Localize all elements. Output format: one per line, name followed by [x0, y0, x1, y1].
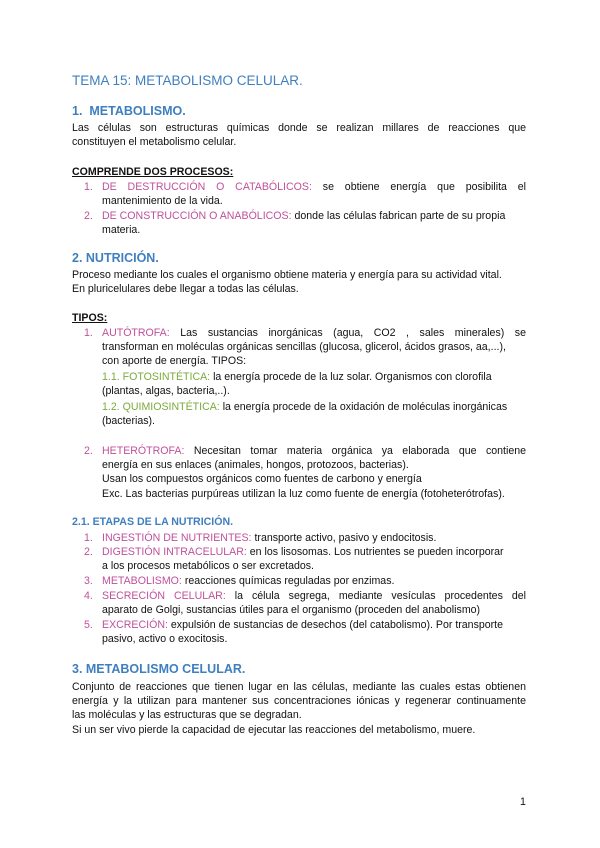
stage-4-label: SECRECIÓN CELULAR:: [102, 590, 226, 602]
section-1-number: 1.: [72, 104, 83, 118]
page-title: TEMA 15: METABOLISMO CELULAR.: [72, 73, 303, 88]
section-3-line2: energía y la utilizan para mantener sus concentraciones iónicas y regenerar continuamente: [72, 695, 526, 707]
section-1-title: METABOLISMO.: [89, 104, 186, 118]
subtype-1-2-text: la energía procede de la oxidación de moléculas inorgánicas: [222, 401, 508, 413]
section-2-intro-line1: Proceso mediante los cuales el organismo obtiene materia y energía para su actividad vital.: [72, 269, 502, 281]
stage-2-text: en los lisosomas. Los nutrientes se pueden incorporar: [249, 546, 504, 558]
section-1-intro-line2: constituyen el metabolismo celular.: [72, 136, 237, 148]
type-1-line2: transforman en moléculas orgánicas sencillas (glucosa, glicerol, ácidos grasos, aa,...),: [102, 341, 506, 353]
stage-2-line1: [102, 545, 504, 560]
type-2-number: 2.: [84, 445, 93, 457]
subtype-1-1-label: 1.1. FOTOSINTÉTICA:: [102, 371, 211, 383]
type-2-label: HETERÓTROFA:: [102, 445, 185, 457]
stage-1-line: [102, 531, 436, 546]
subtype-1-1-text: la energía procede de la luz solar. Organismos con clorofila: [213, 371, 492, 383]
process-2-line2: materia.: [102, 224, 141, 236]
types-heading: TIPOS:: [72, 312, 108, 324]
subtype-1-1-line2: (plantas, algas, bacteria,..).: [102, 385, 230, 397]
process-2-label: DE CONSTRUCCIÓN O ANABÓLICOS:: [102, 210, 292, 222]
section-3-line3: las moléculas y las estructuras que se degradan.: [72, 709, 302, 721]
process-1-text: se obtiene energía que posibilita el: [322, 181, 527, 193]
type-2-line2: energía en sus enlaces (animales, hongos, protozoos, bacterias).: [102, 459, 409, 471]
stage-3-label: METABOLISMO:: [102, 575, 182, 587]
process-2-line1: [102, 209, 505, 224]
stage-5-line2: pasivo, activo o exocitosis.: [102, 633, 228, 645]
subtype-1-2-line1: [102, 400, 507, 415]
section-2-1-heading: 2.1. ETAPAS DE LA NUTRICIÓN.: [72, 516, 234, 528]
stage-3-number: 3.: [84, 575, 93, 587]
type-2-line3: Usan los compuestos orgánicos como fuentes de carbono y energía: [102, 473, 422, 485]
stage-5-text: expulsión de sustancias de desechos (del catabolismo). Por transporte: [170, 619, 504, 631]
process-1-label: DE DESTRUCCIÓN O CATABÓLICOS:: [102, 181, 312, 193]
type-2-line1: [102, 444, 526, 459]
stage-4-line2: aparato de Golgi, sustancias útiles para el organismo (proceden del anabolismo): [102, 604, 481, 616]
stage-3-line: [102, 574, 394, 589]
stage-5-line1: [102, 618, 503, 633]
process-1-line2: mantenimiento de la vida.: [102, 195, 223, 207]
section-1-heading: [72, 104, 186, 118]
type-1-label: AUTÓTROFA:: [102, 327, 170, 339]
type-1-number: 1.: [84, 327, 93, 339]
stage-4-text: la célula segrega, mediante vesículas procedentes del: [234, 590, 526, 602]
stage-2-number: 2.: [84, 546, 93, 558]
stage-5-label: EXCRECIÓN:: [102, 619, 168, 631]
type-1-text: Las sustancias inorgánicas (agua, CO2 , sales minerales) se: [180, 327, 526, 339]
stage-2-label: DIGESTIÓN INTRACELULAR:: [102, 546, 247, 558]
stage-1-text: transporte activo, pasivo y endocitosis.: [254, 532, 437, 544]
processes-heading: COMPRENDE DOS PROCESOS:: [72, 166, 234, 178]
stage-4-number: 4.: [84, 590, 93, 602]
stage-2-line2: a los procesos metabólicos o ser excretados.: [102, 560, 314, 572]
stage-3-text: reacciones químicas reguladas por enzimas.: [184, 575, 395, 587]
type-1-line1: [102, 326, 526, 341]
type-1-line3: con aporte de energía. TIPOS:: [102, 355, 247, 367]
stage-1-label: INGESTIÓN DE NUTRIENTES:: [102, 532, 252, 544]
page-number: 1: [520, 796, 526, 808]
process-1-line1: [102, 180, 526, 195]
subtype-1-2-label: 1.2. QUIMIOSINTÉTICA:: [102, 401, 220, 413]
section-2-heading: 2. NUTRICIÓN.: [72, 251, 159, 265]
section-3-line1: Conjunto de reacciones que tienen lugar en las células, mediante las cuales estas obtienen: [72, 681, 526, 693]
section-1-intro-line1: Las células son estructuras químicas donde se realizan millares de reacciones que: [72, 122, 526, 134]
stage-1-number: 1.: [84, 532, 93, 544]
process-1-number: 1.: [84, 181, 93, 193]
process-2-text: donde las células fabrican parte de su propia: [294, 210, 506, 222]
stage-4-line1: [102, 589, 526, 604]
section-3-heading: 3. METABOLISMO CELULAR.: [72, 662, 246, 676]
section-2-intro-line2: En pluricelulares debe llegar a todas las células.: [72, 283, 299, 295]
process-2-number: 2.: [84, 210, 93, 222]
stage-5-number: 5.: [84, 619, 93, 631]
section-3-line4: Si un ser vivo pierde la capacidad de ejecutar las reacciones del metabolismo, muere.: [72, 724, 476, 736]
type-2-text: Necesitan tomar materia orgánica ya elaborada que contiene: [193, 445, 526, 457]
subtype-1-1-line1: [102, 370, 492, 385]
type-2-line4: Exc. Las bacterias purpúreas utilizan la luz como fuente de energía (fotoheterótrofas).: [102, 488, 505, 500]
subtype-1-2-line2: (bacterias).: [102, 415, 155, 427]
